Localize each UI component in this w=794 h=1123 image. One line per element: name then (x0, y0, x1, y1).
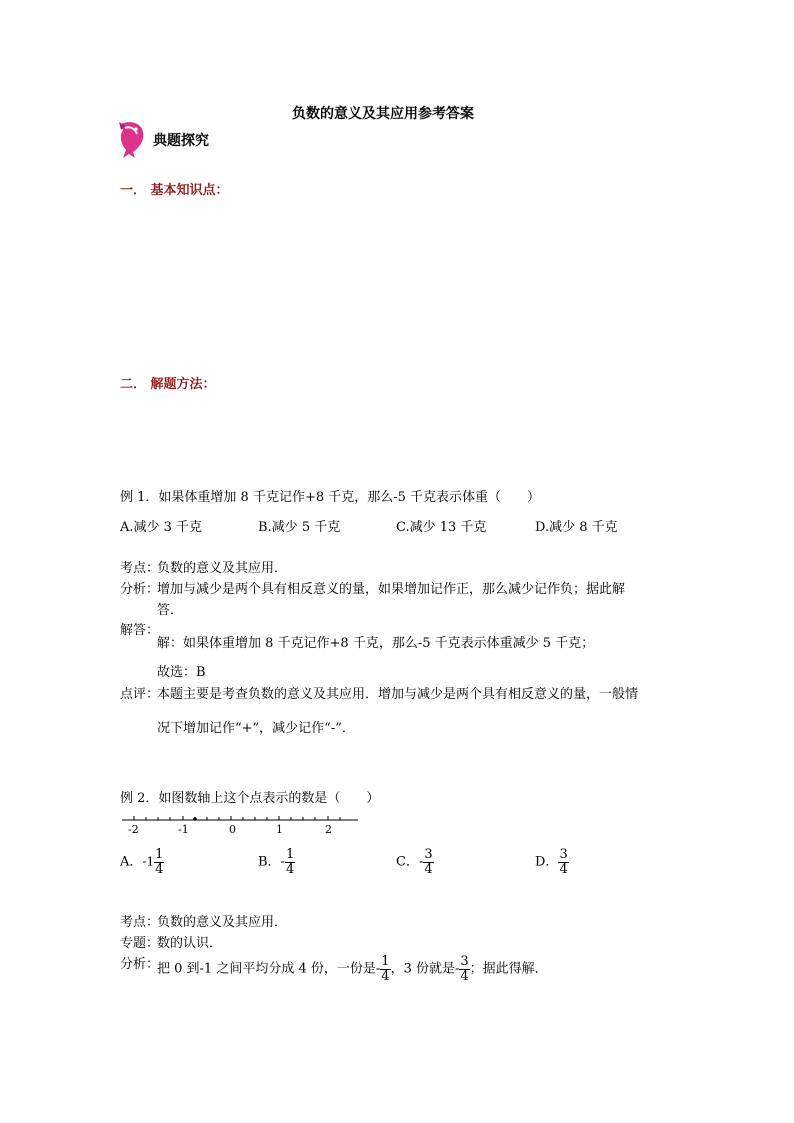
fraction-numerator: 1 (155, 847, 164, 862)
example2-fenxi-label: 分析： (120, 957, 160, 972)
example1-jieda: 解：如果体重增加 8 千克记作+8 千克，那么-5 千克表示体重减少 5 千克； (157, 636, 595, 651)
fraction-prefix: - (454, 961, 460, 977)
example2-question: 例 2．如图数轴上这个点表示的数是（ ） (120, 791, 380, 806)
example1-option-d: D.减少 8 千克 (535, 520, 618, 535)
example1-option-b: B.减少 5 千克 (258, 520, 341, 535)
fraction (380, 955, 390, 983)
example1-question: 例 1．如果体重增加 8 千克记作+8 千克，那么-5 千克表示体重（ ） (120, 490, 541, 505)
brand-label: 典题探究 (153, 133, 209, 149)
example1-dianping-line1: 本题主要是考查负数的意义及其应用．增加与减少是两个具有相反意义的量，一般情 (157, 687, 639, 702)
fraction-numerator: 1 (381, 954, 390, 969)
fraction-numerator: 3 (460, 954, 469, 969)
fenxi-text-c: ；据此得解． (469, 961, 548, 977)
axis-tick-label: 0 (229, 823, 236, 836)
fraction-denominator: 4 (559, 861, 568, 877)
axis-tick-label: 2 (325, 823, 332, 836)
fraction (423, 848, 433, 876)
axis-tick-label: -1 (178, 823, 189, 836)
page-title: 负数的意义及其应用参考答案 (292, 106, 474, 122)
example1-option-a: A.减少 3 千克 (120, 520, 203, 535)
example1-fenxi-line2: 答． (157, 603, 184, 618)
example2-fenxi (157, 955, 548, 983)
example2-option-c (396, 848, 434, 876)
example2-option-b (258, 848, 295, 876)
example2-zhuanti: 数的认识． (157, 936, 223, 951)
example1-dianping-label: 点评： (120, 687, 160, 702)
example1-fenxi-label: 分析： (120, 582, 160, 597)
example1-jieda-label: 解答： (120, 623, 160, 638)
example1-answer: 故选：B (157, 665, 206, 680)
fraction (558, 848, 568, 876)
fraction (154, 848, 164, 876)
option-prefix: - (280, 854, 285, 870)
example1-kaodian-label: 考点： (120, 561, 160, 576)
section-heading-basic: 一． 基本知识点： (120, 183, 229, 198)
fraction-denominator: 4 (381, 968, 390, 984)
dolphin-icon (115, 118, 149, 160)
fraction-numerator: 1 (285, 847, 295, 862)
example2-option-a (120, 848, 164, 876)
axis-tick-label: 1 (276, 823, 283, 836)
example1-dianping-line2: 况下增加记作“+”，减少记作“-”． (157, 721, 355, 736)
axis-tick-label: -2 (128, 823, 139, 836)
fenxi-text-b: ，3 份就是 (390, 961, 455, 977)
example2-zhuanti-label: 专题： (120, 936, 160, 951)
fraction-denominator: 4 (460, 968, 469, 984)
example1-fenxi-line1: 增加与减少是两个具有相反意义的量，如果增加记作正，那么减少记作负；据此解 (157, 582, 626, 597)
fraction-numerator: 3 (424, 847, 433, 862)
option-letter: D． (535, 854, 559, 870)
example2-kaodian-label: 考点： (120, 915, 160, 930)
fraction (285, 848, 295, 876)
example1-option-c: C.减少 13 千克 (396, 520, 487, 535)
option-prefix: -1 (142, 854, 155, 869)
fraction (459, 955, 469, 983)
fraction-prefix: - (375, 961, 381, 977)
example2-kaodian: 负数的意义及其应用． (157, 915, 288, 930)
option-letter: C． (396, 854, 419, 870)
fraction-denominator: 4 (155, 861, 164, 877)
section-heading-methods: 二． 解题方法： (120, 377, 216, 392)
option-prefix: - (418, 854, 424, 870)
fraction-numerator: 3 (559, 847, 568, 862)
option-letter: B． (258, 854, 281, 870)
number-line (120, 812, 360, 838)
option-letter: A． (120, 854, 143, 870)
fraction-denominator: 4 (424, 861, 433, 877)
example1-kaodian: 负数的意义及其应用． (157, 561, 288, 576)
fraction-denominator: 4 (285, 861, 295, 877)
fenxi-text-a: 把 0 到-1 之间平均分成 4 份，一份是 (157, 961, 376, 977)
example2-option-d (535, 848, 569, 876)
